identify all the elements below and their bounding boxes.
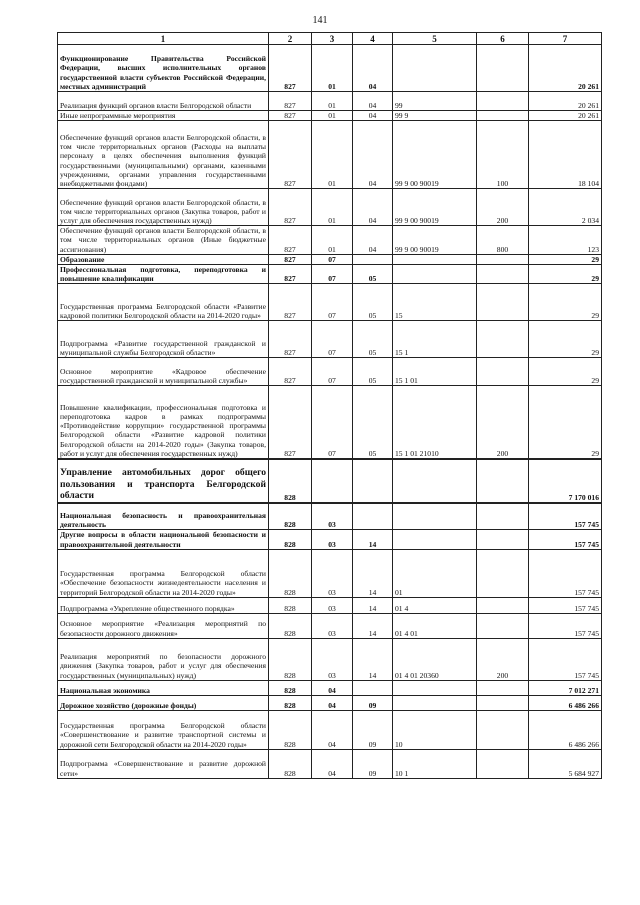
row-description: Основное мероприятие «Кадровое обеспечение государственной гражданской и муниципальной службы»: [58, 358, 269, 386]
expense-type-code: [477, 749, 529, 778]
expense-type-code: [477, 549, 529, 597]
amount: 7 012 271: [529, 680, 602, 695]
ministry-code: 828: [269, 710, 312, 749]
header-row: [58, 33, 602, 45]
section-code: 07: [312, 254, 353, 264]
target-article-code: 15: [393, 284, 477, 321]
amount: 18 104: [529, 121, 602, 189]
subsection-code: 14: [353, 597, 393, 613]
row-description: Повышение квалификации, профессиональная подготовка и переподготовка кадров в рамках подпрограммы «Противодействие коррупции» государственной программы Белгородской области «Развитие кадровой политики Белгородской области на 2014-2020 годы» (Закупка товаров, работ и услуг для обеспечения государственных нужд): [58, 386, 269, 459]
amount: 29: [529, 358, 602, 386]
expense-type-code: [477, 45, 529, 92]
ministry-code: 828: [269, 503, 312, 530]
target-article-code: [393, 459, 477, 503]
subsection-code: 04: [353, 189, 393, 226]
subsection-code: 14: [353, 530, 393, 549]
section-code: 03: [312, 549, 353, 597]
budget-table: [57, 32, 602, 779]
target-article-code: [393, 45, 477, 92]
expense-type-code: [477, 695, 529, 710]
expense-type-code: [477, 503, 529, 530]
table-row: [58, 530, 602, 549]
table-row: [58, 92, 602, 111]
page-number: 141: [312, 15, 328, 26]
row-description: Подпрограмма «Совершенствование и развитие дорожной сети»: [58, 749, 269, 778]
subsection-code: [353, 503, 393, 530]
subsection-code: [353, 459, 393, 503]
target-article-code: [393, 695, 477, 710]
expense-type-code: [477, 265, 529, 284]
target-article-code: 99 9 00 90019: [393, 226, 477, 255]
amount: 6 486 266: [529, 710, 602, 749]
ministry-code: 828: [269, 613, 312, 638]
row-description: Функционирование Правительства Российской Федерации, высших исполнительных органов государственной власти субъектов Российской Федерации, местных администраций: [58, 45, 269, 92]
amount: 123: [529, 226, 602, 255]
target-article-code: 01 4 01: [393, 613, 477, 638]
amount: 20 261: [529, 111, 602, 121]
subsection-code: 09: [353, 710, 393, 749]
subsection-code: 04: [353, 121, 393, 189]
target-article-code: 99: [393, 92, 477, 111]
amount: 157 745: [529, 530, 602, 549]
expense-type-code: [477, 321, 529, 358]
amount: 29: [529, 254, 602, 264]
expense-type-code: [477, 710, 529, 749]
row-description: Государственная программа Белгородской области «Развитие кадровой политики Белгородской области на 2014-2020 годы»: [58, 284, 269, 321]
row-description: Обеспечение функций органов власти Белгородской области, в том числе территориальных органов (Расходы на выплаты персоналу в целях обеспечения выполнения функций государственными (муниципальными) органами, казенными учреждениями, органами управления государственными внебюджетными фондами): [58, 121, 269, 189]
row-description: Образование: [58, 254, 269, 264]
target-article-code: [393, 265, 477, 284]
ministry-code: 827: [269, 92, 312, 111]
ministry-code: 828: [269, 597, 312, 613]
row-description: Дорожное хозяйство (дорожные фонды): [58, 695, 269, 710]
row-description: Другие вопросы в области национальной безопасности и правоохранительной деятельности: [58, 530, 269, 549]
ministry-code: 828: [269, 680, 312, 695]
section-code: 01: [312, 111, 353, 121]
row-description: Иные непрограммные мероприятия: [58, 111, 269, 121]
amount: 29: [529, 284, 602, 321]
row-description: Реализация мероприятий по безопасности дорожного движения (Закупка товаров, работ и услуг для обеспечения государственных (муниципальных) нужд): [58, 638, 269, 680]
target-article-code: 10: [393, 710, 477, 749]
section-code: 04: [312, 710, 353, 749]
subsection-code: 04: [353, 92, 393, 111]
amount: 157 745: [529, 613, 602, 638]
section-code: 07: [312, 358, 353, 386]
row-description: Обеспечение функций органов власти Белгородской области, в том числе территориальных органов (Закупка товаров, работ и услуг для обеспечения государственных нужд): [58, 189, 269, 226]
target-article-code: [393, 680, 477, 695]
target-article-code: 01 4 01 20360: [393, 638, 477, 680]
section-code: 07: [312, 321, 353, 358]
table-row: [58, 695, 602, 710]
target-article-code: 99 9 00 90019: [393, 189, 477, 226]
expense-type-code: [477, 530, 529, 549]
section-code: 03: [312, 597, 353, 613]
column-header: 1: [58, 33, 269, 45]
section-code: 07: [312, 265, 353, 284]
expense-type-code: 100: [477, 121, 529, 189]
row-description: Подпрограмма «Укрепление общественного порядка»: [58, 597, 269, 613]
row-description: Основное мероприятие «Реализация мероприятий по безопасности дорожного движения»: [58, 613, 269, 638]
column-header: 5: [393, 33, 477, 45]
column-header: 2: [269, 33, 312, 45]
expense-type-code: 200: [477, 386, 529, 459]
section-code: 01: [312, 121, 353, 189]
section-code: 03: [312, 638, 353, 680]
ministry-code: 828: [269, 695, 312, 710]
table-row: [58, 226, 602, 255]
target-article-code: 10 1: [393, 749, 477, 778]
amount: 5 684 927: [529, 749, 602, 778]
section-code: [312, 459, 353, 503]
ministry-code: 827: [269, 321, 312, 358]
ministry-code: 828: [269, 749, 312, 778]
expense-type-code: [477, 680, 529, 695]
ministry-code: 827: [269, 358, 312, 386]
target-article-code: 15 1: [393, 321, 477, 358]
row-description: Управление автомобильных дорог общего пользования и транспорта Белгородской области: [58, 459, 269, 503]
row-description: Государственная программа Белгородской области «Обеспечение безопасности жизнедеятельности населения и территорий Белгородской области на 2014-2020 годы»: [58, 549, 269, 597]
section-code: 07: [312, 284, 353, 321]
ministry-code: 827: [269, 284, 312, 321]
column-header: 4: [353, 33, 393, 45]
row-description: Реализация функций органов власти Белгородской области: [58, 92, 269, 111]
ministry-code: 827: [269, 386, 312, 459]
section-code: 04: [312, 749, 353, 778]
subsection-code: 09: [353, 695, 393, 710]
subsection-code: 14: [353, 638, 393, 680]
amount: 157 745: [529, 597, 602, 613]
ministry-code: 828: [269, 549, 312, 597]
subsection-code: 09: [353, 749, 393, 778]
table-row: [58, 710, 602, 749]
column-header: 7: [529, 33, 602, 45]
table-row: [58, 45, 602, 92]
expense-type-code: [477, 92, 529, 111]
target-article-code: 01 4: [393, 597, 477, 613]
table-row: [58, 358, 602, 386]
table-row: [58, 503, 602, 530]
expense-type-code: [477, 358, 529, 386]
table-row: [58, 254, 602, 264]
target-article-code: 15 1 01 21010: [393, 386, 477, 459]
section-code: 07: [312, 386, 353, 459]
target-article-code: 99 9: [393, 111, 477, 121]
table-row: [58, 680, 602, 695]
subsection-code: [353, 254, 393, 264]
section-code: 04: [312, 695, 353, 710]
table-row: [58, 613, 602, 638]
section-code: 03: [312, 530, 353, 549]
amount: 7 170 016: [529, 459, 602, 503]
target-article-code: 01: [393, 549, 477, 597]
table-row: [58, 386, 602, 459]
expense-type-code: [477, 613, 529, 638]
amount: 20 261: [529, 92, 602, 111]
ministry-code: 828: [269, 638, 312, 680]
ministry-code: 827: [269, 226, 312, 255]
table-row: [58, 549, 602, 597]
subsection-code: 05: [353, 386, 393, 459]
amount: 6 486 266: [529, 695, 602, 710]
section-code: 01: [312, 189, 353, 226]
subsection-code: 04: [353, 45, 393, 92]
target-article-code: [393, 254, 477, 264]
ministry-code: 828: [269, 459, 312, 503]
amount: 29: [529, 321, 602, 358]
ministry-code: 827: [269, 111, 312, 121]
expense-type-code: [477, 597, 529, 613]
expense-type-code: [477, 459, 529, 503]
expense-type-code: [477, 111, 529, 121]
row-description: Национальная безопасность и правоохранительная деятельность: [58, 503, 269, 530]
subsection-code: 05: [353, 265, 393, 284]
ministry-code: 827: [269, 189, 312, 226]
target-article-code: [393, 503, 477, 530]
section-code: 01: [312, 226, 353, 255]
department-row: [58, 459, 602, 503]
table-row: [58, 321, 602, 358]
target-article-code: 99 9 00 90019: [393, 121, 477, 189]
expense-type-code: [477, 284, 529, 321]
expense-type-code: 800: [477, 226, 529, 255]
section-code: 01: [312, 92, 353, 111]
section-code: 03: [312, 613, 353, 638]
row-description: Обеспечение функций органов власти Белгородской области, в том числе территориальных органов (Иные бюджетные ассигнования): [58, 226, 269, 255]
table-row: [58, 597, 602, 613]
column-header: 6: [477, 33, 529, 45]
subsection-code: 05: [353, 321, 393, 358]
expense-type-code: [477, 254, 529, 264]
subsection-code: 14: [353, 613, 393, 638]
row-description: Государственная программа Белгородской области «Совершенствование и развитие транспортной системы и дорожной сети Белгородской области на 2014-2020 годы»: [58, 710, 269, 749]
subsection-code: 04: [353, 226, 393, 255]
ministry-code: 827: [269, 121, 312, 189]
target-article-code: [393, 530, 477, 549]
expense-type-code: 200: [477, 189, 529, 226]
row-description: Национальная экономика: [58, 680, 269, 695]
table-row: [58, 638, 602, 680]
amount: 157 745: [529, 549, 602, 597]
table-row: [58, 749, 602, 778]
table-row: [58, 111, 602, 121]
section-code: 04: [312, 680, 353, 695]
row-description: Подпрограмма «Развитие государственной гражданской и муниципальной службы Белгородской области»: [58, 321, 269, 358]
subsection-code: [353, 680, 393, 695]
expense-type-code: 200: [477, 638, 529, 680]
subsection-code: 04: [353, 111, 393, 121]
amount: 157 745: [529, 638, 602, 680]
target-article-code: 15 1 01: [393, 358, 477, 386]
amount: 29: [529, 265, 602, 284]
subsection-code: 14: [353, 549, 393, 597]
ministry-code: 827: [269, 45, 312, 92]
section-code: 03: [312, 503, 353, 530]
section-code: 01: [312, 45, 353, 92]
ministry-code: 828: [269, 530, 312, 549]
subsection-code: 05: [353, 358, 393, 386]
ministry-code: 827: [269, 265, 312, 284]
amount: 20 261: [529, 45, 602, 92]
row-description: Профессиональная подготовка, переподготовка и повышение квалификации: [58, 265, 269, 284]
subsection-code: 05: [353, 284, 393, 321]
table-row: [58, 265, 602, 284]
amount: 2 034: [529, 189, 602, 226]
table-row: [58, 189, 602, 226]
column-header: 3: [312, 33, 353, 45]
amount: 29: [529, 386, 602, 459]
ministry-code: 827: [269, 254, 312, 264]
table-row: [58, 121, 602, 189]
amount: 157 745: [529, 503, 602, 530]
table-row: [58, 284, 602, 321]
